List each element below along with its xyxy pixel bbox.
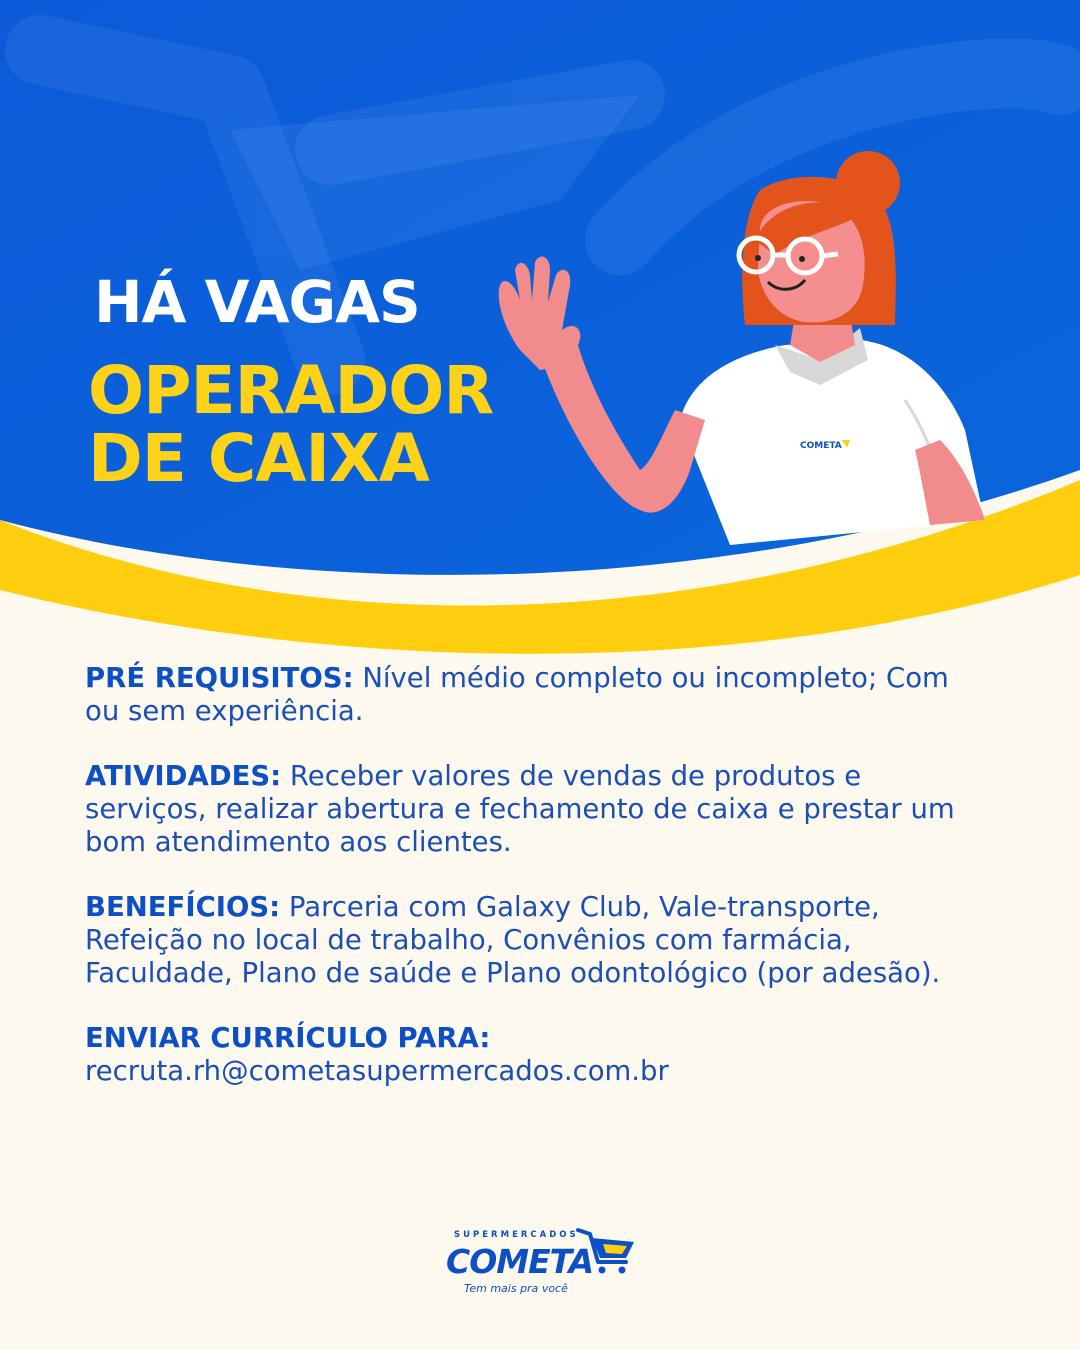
contato-label: ENVIAR CURRÍCULO PARA: [85, 1022, 491, 1054]
shirt-logo: COMETA [800, 441, 842, 451]
kicker-title: HÁ VAGAS [94, 268, 420, 336]
requisitos-text: Nível médio completo ou incompleto; Com ou sem experiência. [85, 662, 949, 727]
beneficios-section [85, 891, 985, 990]
role-title-line-1: OPERADOR [88, 352, 494, 429]
job-details [85, 662, 985, 1120]
requisitos-section [85, 662, 985, 728]
logo-supertitle: SUPERMERCADOS [454, 1230, 579, 1240]
contact-email-link[interactable]: recruta.rh@cometasupermercados.com.br [85, 1055, 669, 1087]
atividades-label: ATIVIDADES: [85, 760, 282, 792]
atividades-section [85, 760, 985, 859]
cometa-logo [440, 1222, 640, 1302]
atividades-text: Receber valores de vendas de produtos e serviços, realizar abertura e fechamento de caixa e prestar um bom atendimento aos clientes. [85, 760, 955, 858]
requisitos-label: PRÉ REQUISITOS: [85, 662, 354, 694]
contato-section [85, 1022, 985, 1088]
beneficios-text: Parceria com Galaxy Club, Vale-transporte, Refeição no local de trabalho, Convênios com farmácia, Faculdade, Plano de saúde e Plano odontológico (por adesão). [85, 891, 941, 989]
logo-tagline: Tem mais pra você [464, 1282, 568, 1295]
role-title-line-2: DE CAIXA [88, 420, 429, 497]
logo-wordmark: COMETA [446, 1242, 594, 1281]
beneficios-label: BENEFÍCIOS: [85, 891, 281, 923]
